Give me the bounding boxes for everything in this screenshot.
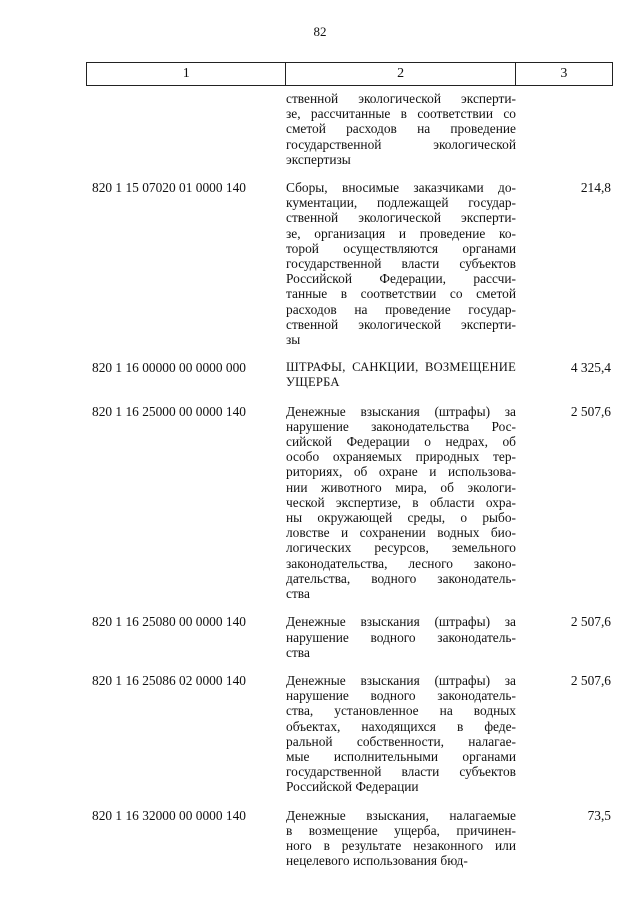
income-description [286, 808, 516, 869]
income-description [286, 360, 516, 390]
description-line: зы [286, 332, 301, 348]
description-line: нарушение водного законодатель- [286, 688, 516, 704]
income-description [286, 91, 516, 167]
description-line: зе, рассчитанные в соответствии со [286, 106, 516, 122]
description-line: ственной экологической эксперти- [286, 316, 516, 332]
description-line: государственной экологической [286, 136, 516, 152]
budget-code [86, 91, 286, 167]
budget-code: 820 1 16 32000 00 0000 140 [92, 807, 246, 823]
description-line: Денежные взыскания (штрафы) за [286, 403, 516, 419]
description-line: ственной экологической эксперти- [286, 210, 516, 226]
description-line: ШТРАФЫ, САНКЦИИ, ВОЗМЕЩЕНИЕ [286, 360, 516, 375]
table-row [86, 673, 613, 795]
amount-value: 214,8 [580, 180, 611, 196]
description-line: ческой экспертизе, в области охра- [286, 494, 516, 510]
budget-code: 820 1 16 00000 00 0000 000 [92, 360, 246, 376]
description-line: государственной власти субъектов [286, 764, 516, 780]
income-description [286, 180, 516, 347]
description-line: ства, установленное на водных [286, 703, 516, 719]
description-line: государственной власти субъектов [286, 256, 516, 272]
budget-code: 820 1 16 25000 00 0000 140 [92, 403, 246, 419]
description-line: кументации, подлежащей государ- [286, 195, 516, 211]
description-line: Денежные взыскания (штрафы) за [286, 672, 516, 688]
description-line: объектах, находящихся в феде- [286, 718, 516, 734]
header-col-2: 2 [286, 63, 515, 86]
description-line: мые исполнительными органами [286, 748, 516, 764]
table-row [86, 91, 613, 167]
page-number: 82 [313, 24, 327, 39]
description-line: Денежные взыскания, налагаемые [286, 807, 516, 823]
description-line: нии животного мира, об экологи- [286, 479, 516, 495]
description-line: сийской Федерации о недрах, об [286, 434, 516, 450]
description-line: Российской Федерации [286, 779, 419, 795]
budget-code: 820 1 16 25080 00 0000 140 [92, 614, 246, 630]
description-line: ны окружающей среды, о рыбо- [286, 510, 516, 526]
description-line: логических ресурсов, земельного [286, 540, 516, 556]
table-row [86, 808, 613, 869]
amount-value: 2 507,6 [570, 614, 611, 630]
description-line: расходов на проведение государ- [286, 301, 516, 317]
table-row [86, 614, 613, 660]
income-description [286, 614, 516, 660]
header-col-1: 1 [87, 63, 286, 86]
description-line: ственной экологической эксперти- [286, 91, 516, 106]
description-line: законодательства, лесного законо- [286, 555, 516, 571]
description-line: сметой расходов на проведение [286, 121, 516, 137]
income-description [286, 404, 516, 602]
amount-value: 73,5 [587, 807, 611, 823]
header-col-3: 3 [515, 63, 612, 86]
description-line: Российской Федерации, рассчи- [286, 271, 516, 287]
description-line: УЩЕРБА [286, 375, 340, 390]
description-line: ного в результате незаконного или [286, 837, 516, 853]
budget-code: 820 1 16 25086 02 0000 140 [92, 672, 246, 688]
description-line: ральной собственности, налагае- [286, 733, 516, 749]
table-row [86, 360, 613, 390]
description-line: дательства, водного законодатель- [286, 570, 516, 586]
description-line: Сборы, вносимые заказчиками до- [286, 180, 516, 196]
description-line: риториях, об охране и использова- [286, 464, 516, 480]
amount-value: 2 507,6 [570, 672, 611, 688]
amount-value: 4 325,4 [570, 360, 611, 376]
description-line: ства [286, 586, 310, 602]
income-description [286, 673, 516, 795]
description-line: экспертизы [286, 151, 351, 167]
table-row [86, 404, 613, 602]
table-row [86, 180, 613, 347]
amount-value: 2 507,6 [570, 403, 611, 419]
description-line: ства [286, 644, 310, 660]
description-line: Денежные взыскания (штрафы) за [286, 614, 516, 630]
description-line: ловстве и сохранении водных био- [286, 525, 516, 541]
description-line: нарушение законодательства Рос- [286, 418, 516, 434]
table-body [86, 91, 613, 881]
description-line: нецелевого использования бюд- [286, 853, 468, 869]
description-line: особо охраняемых природных тер- [286, 449, 516, 465]
description-line: танные в соответствии со сметой [286, 286, 516, 302]
description-line: в возмещение ущерба, причинен- [286, 822, 516, 838]
description-line: нарушение водного законодатель- [286, 629, 516, 645]
description-line: зе, организация и проведение ко- [286, 225, 516, 241]
amount-value [516, 91, 613, 167]
table-header [86, 62, 613, 86]
budget-code: 820 1 15 07020 01 0000 140 [92, 180, 246, 196]
description-line: торой осуществляются органами [286, 240, 516, 256]
